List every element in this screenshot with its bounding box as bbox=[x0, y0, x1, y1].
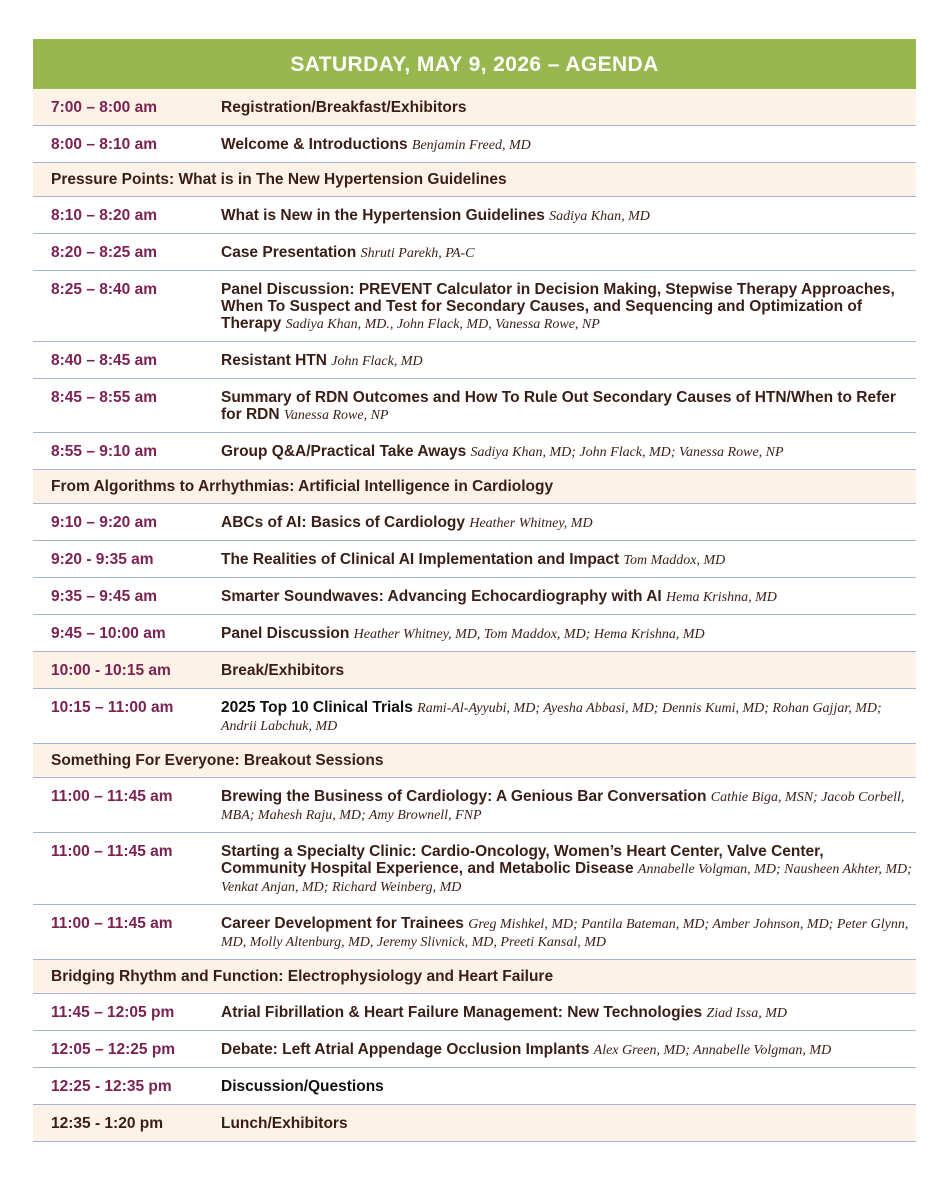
session-time: 10:00 - 10:15 am bbox=[51, 662, 171, 679]
agenda-row bbox=[33, 1105, 916, 1142]
session-details bbox=[221, 625, 916, 643]
session-time: 12:35 - 1:20 pm bbox=[51, 1115, 163, 1132]
session-details bbox=[221, 788, 916, 824]
agenda-row bbox=[33, 271, 916, 342]
session-speakers: Shruti Parekh, PA-C bbox=[360, 246, 475, 261]
session-speakers: John Flack, MD bbox=[331, 354, 423, 369]
session-title: Career Development for Trainees bbox=[221, 915, 464, 932]
session-time: 8:40 – 8:45 am bbox=[51, 352, 157, 369]
session-time: 9:10 – 9:20 am bbox=[51, 514, 157, 531]
agenda-row bbox=[33, 433, 916, 470]
agenda-row bbox=[33, 689, 916, 744]
agenda-row bbox=[33, 197, 916, 234]
session-details bbox=[221, 1041, 916, 1059]
session-time: 8:20 – 8:25 am bbox=[51, 244, 157, 261]
session-speakers: Cathie Biga, MSN; Jacob Corbell, MBA; Mahesh Raju, MD; Amy Brownell, FNP bbox=[221, 790, 905, 823]
session-time: 8:25 – 8:40 am bbox=[51, 281, 157, 298]
agenda-rows bbox=[33, 89, 916, 1142]
session-title: Summary of RDN Outcomes and How To Rule Out Secondary Causes of HTN/When to Refer for RDN bbox=[221, 389, 896, 423]
session-title: Break/Exhibitors bbox=[221, 662, 345, 679]
session-speakers: Heather Whitney, MD, Tom Maddox, MD; Hema Krishna, MD bbox=[353, 627, 705, 642]
session-time: 11:00 – 11:45 am bbox=[51, 788, 173, 805]
session-title: Case Presentation bbox=[221, 244, 357, 261]
session-time: 9:45 – 10:00 am bbox=[51, 625, 166, 642]
session-time: 8:55 – 9:10 am bbox=[51, 443, 157, 460]
session-details bbox=[221, 843, 916, 896]
session-details bbox=[221, 136, 916, 154]
agenda-row bbox=[33, 615, 916, 652]
session-speakers: Heather Whitney, MD bbox=[469, 516, 593, 531]
session-details bbox=[221, 443, 916, 461]
session-details bbox=[221, 514, 916, 532]
session-details bbox=[221, 699, 916, 735]
session-time: 12:05 – 12:25 pm bbox=[51, 1041, 176, 1058]
session-details bbox=[221, 551, 916, 569]
session-details bbox=[221, 352, 916, 370]
agenda-row bbox=[33, 89, 916, 126]
session-title: Discussion/Questions bbox=[221, 1078, 384, 1095]
session-time: 9:35 – 9:45 am bbox=[51, 588, 157, 605]
session-title: Atrial Fibrillation & Heart Failure Management: New Technologies bbox=[221, 1004, 703, 1021]
agenda-row bbox=[33, 1068, 916, 1105]
session-speakers: Alex Green, MD; Annabelle Volgman, MD bbox=[593, 1043, 832, 1058]
session-speakers: Rami-Al-Ayyubi, MD; Ayesha Abbasi, MD; Dennis Kumi, MD; Rohan Gajjar, MD; Andrii Labchuk, MD bbox=[221, 701, 882, 734]
session-title: Group Q&A/Practical Take Aways bbox=[221, 443, 467, 460]
section-heading: Pressure Points: What is in The New Hypertension Guidelines bbox=[33, 163, 916, 197]
agenda bbox=[33, 39, 916, 1142]
session-title: What is New in the Hypertension Guidelines bbox=[221, 207, 545, 224]
session-details bbox=[221, 915, 916, 951]
agenda-row bbox=[33, 578, 916, 615]
agenda-row bbox=[33, 126, 916, 163]
session-time: 9:20 - 9:35 am bbox=[51, 551, 154, 568]
session-speakers: Sadiya Khan, MD bbox=[549, 209, 650, 224]
agenda-row bbox=[33, 342, 916, 379]
session-title: Lunch/Exhibitors bbox=[221, 1115, 348, 1132]
agenda-row bbox=[33, 905, 916, 960]
session-details bbox=[221, 281, 916, 333]
session-title: Resistant HTN bbox=[221, 352, 327, 369]
session-time: 8:00 – 8:10 am bbox=[51, 136, 157, 153]
agenda-row bbox=[33, 652, 916, 689]
agenda-row bbox=[33, 504, 916, 541]
agenda-row bbox=[33, 234, 916, 271]
session-details bbox=[221, 588, 916, 606]
session-speakers: Vanessa Rowe, NP bbox=[283, 408, 389, 423]
session-time: 10:15 – 11:00 am bbox=[51, 699, 174, 716]
session-details bbox=[221, 1004, 916, 1022]
session-title: Panel Discussion: PREVENT Calculator in Decision Making, Stepwise Therapy Approaches, When To Suspect and Test for Secondary Causes, and Sequencing and Optimization of Therapy bbox=[221, 281, 895, 332]
session-time: 11:00 – 11:45 am bbox=[51, 843, 173, 860]
session-details bbox=[221, 207, 916, 225]
session-speakers: Sadiya Khan, MD., John Flack, MD, Vanessa Rowe, NP bbox=[285, 317, 600, 332]
session-time: 11:45 – 12:05 pm bbox=[51, 1004, 175, 1021]
session-title: Debate: Left Atrial Appendage Occlusion Implants bbox=[221, 1041, 590, 1058]
session-details bbox=[221, 1078, 916, 1095]
session-speakers: Hema Krishna, MD bbox=[666, 590, 777, 605]
session-time: 7:00 – 8:00 am bbox=[51, 99, 157, 116]
agenda-row bbox=[33, 541, 916, 578]
session-title: The Realities of Clinical AI Implementation and Impact bbox=[221, 551, 620, 568]
session-speakers: Benjamin Freed, MD bbox=[411, 138, 531, 153]
session-title: Registration/Breakfast/Exhibitors bbox=[221, 99, 467, 116]
session-speakers: Sadiya Khan, MD; John Flack, MD; Vanessa Rowe, NP bbox=[470, 445, 784, 460]
session-details bbox=[221, 244, 916, 262]
session-time: 12:25 - 12:35 pm bbox=[51, 1078, 172, 1095]
session-speakers: Annabelle Volgman, MD; Nausheen Akhter, MD; Venkat Anjan, MD; Richard Weinberg, MD bbox=[221, 862, 912, 895]
session-title: Starting a Specialty Clinic: Cardio-Oncology, Women’s Heart Center, Valve Center, Community Hospital Experience, and Metabolic Disease bbox=[221, 843, 824, 877]
session-details bbox=[221, 662, 916, 679]
session-time: 8:45 – 8:55 am bbox=[51, 389, 157, 406]
session-title: Brewing the Business of Cardiology: A Genious Bar Conversation bbox=[221, 788, 707, 805]
session-details bbox=[221, 389, 916, 424]
session-title: ABCs of AI: Basics of Cardiology bbox=[221, 514, 466, 531]
session-details bbox=[221, 1115, 916, 1132]
session-title: Panel Discussion bbox=[221, 625, 350, 642]
session-speakers: Ziad Issa, MD bbox=[706, 1006, 787, 1021]
session-title: 2025 Top 10 Clinical Trials bbox=[221, 699, 413, 716]
section-heading: Something For Everyone: Breakout Sessions bbox=[33, 744, 916, 778]
section-heading: From Algorithms to Arrhythmias: Artificial Intelligence in Cardiology bbox=[33, 470, 916, 504]
session-title: Welcome & Introductions bbox=[221, 136, 408, 153]
session-speakers: Greg Mishkel, MD; Pantila Bateman, MD; Amber Johnson, MD; Peter Glynn, MD, Molly Altenburg, MD, Jeremy Slivnick, MD, Preeti Kansal, MD bbox=[221, 917, 909, 950]
agenda-row bbox=[33, 833, 916, 905]
section-heading: Bridging Rhythm and Function: Electrophysiology and Heart Failure bbox=[33, 960, 916, 994]
session-title: Smarter Soundwaves: Advancing Echocardiography with AI bbox=[221, 588, 662, 605]
agenda-row bbox=[33, 379, 916, 433]
agenda-row bbox=[33, 994, 916, 1031]
agenda-row bbox=[33, 1031, 916, 1068]
session-details bbox=[221, 99, 916, 116]
session-time: 8:10 – 8:20 am bbox=[51, 207, 157, 224]
agenda-title-banner: SATURDAY, MAY 9, 2026 – AGENDA bbox=[33, 39, 916, 89]
agenda-row bbox=[33, 778, 916, 833]
session-time: 11:00 – 11:45 am bbox=[51, 915, 173, 932]
session-speakers: Tom Maddox, MD bbox=[623, 553, 726, 568]
